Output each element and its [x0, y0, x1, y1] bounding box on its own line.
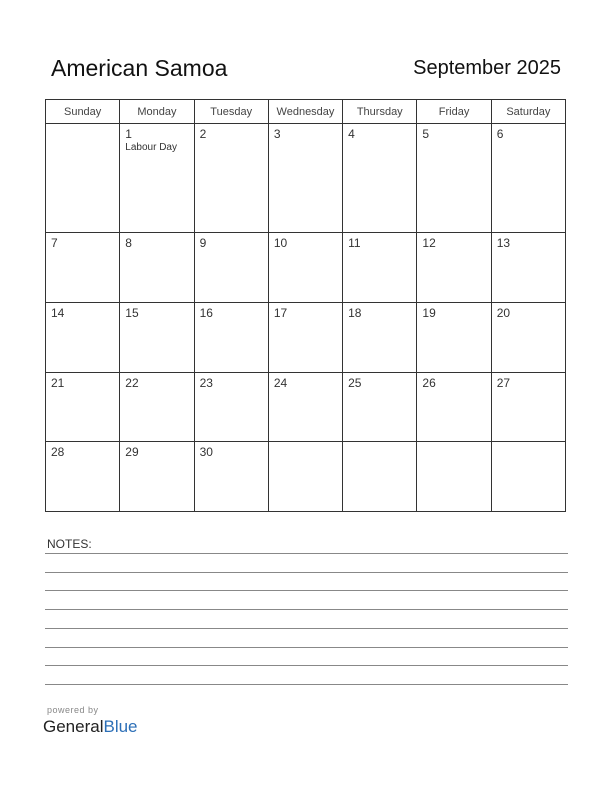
day-cell	[343, 442, 417, 512]
day-cell	[194, 303, 268, 373]
day-number: 26	[422, 375, 436, 390]
weekday-monday: Monday	[120, 100, 194, 124]
day-cell	[46, 372, 120, 442]
note-line	[45, 628, 568, 629]
day-number: 27	[496, 375, 511, 390]
day-cell	[343, 124, 417, 233]
day-number: 6	[496, 127, 504, 141]
day-number: 23	[199, 375, 213, 390]
week-row	[46, 233, 566, 303]
country-title: American Samoa	[51, 55, 228, 81]
day-cell	[120, 303, 194, 373]
day-number: 4	[348, 127, 355, 141]
day-number: 25	[348, 375, 362, 390]
day-cell	[491, 124, 565, 233]
note-line	[45, 590, 568, 591]
note-line	[45, 647, 568, 648]
brand-general-text: General	[43, 717, 104, 736]
day-cell	[417, 303, 491, 373]
day-cell	[268, 124, 342, 233]
week-row	[46, 303, 566, 373]
day-cell	[120, 124, 194, 233]
calendar-grid	[45, 99, 566, 512]
day-number: 9	[199, 236, 207, 251]
week-row	[46, 442, 566, 512]
note-line	[45, 609, 568, 610]
note-line	[45, 553, 568, 554]
weekday-sunday: Sunday	[46, 100, 120, 124]
day-number: 12	[422, 236, 436, 251]
day-number: 13	[496, 236, 511, 251]
day-number: 20	[496, 306, 511, 321]
day-number: 18	[348, 306, 362, 321]
day-cell	[491, 372, 565, 442]
day-cell	[491, 442, 565, 512]
weekday-saturday: Saturday	[491, 100, 565, 124]
day-number: 3	[273, 127, 281, 141]
note-line	[45, 684, 568, 685]
day-number: 17	[273, 306, 288, 321]
day-number: 16	[199, 306, 213, 321]
day-number: 22	[125, 375, 139, 390]
day-number: 8	[125, 236, 132, 251]
day-cell	[491, 233, 565, 303]
day-cell	[417, 124, 491, 233]
day-number: 19	[422, 306, 436, 321]
week-row	[46, 372, 566, 442]
notes-label: NOTES:	[47, 537, 92, 551]
generalblue-logo[interactable]	[43, 717, 138, 737]
day-cell	[194, 124, 268, 233]
day-number: 1	[125, 127, 132, 141]
day-number: 10	[273, 236, 288, 251]
day-cell	[120, 372, 194, 442]
day-cell	[268, 372, 342, 442]
day-cell	[417, 442, 491, 512]
day-cell	[343, 233, 417, 303]
day-cell	[46, 124, 120, 233]
day-cell	[46, 233, 120, 303]
day-cell	[343, 372, 417, 442]
day-cell	[343, 303, 417, 373]
day-number: 29	[125, 445, 139, 460]
day-number: 21	[51, 375, 65, 390]
day-cell	[194, 233, 268, 303]
day-cell	[120, 442, 194, 512]
day-cell	[268, 233, 342, 303]
day-number: 28	[51, 445, 65, 460]
month-year-title: September 2025	[413, 57, 561, 79]
weekday-tuesday: Tuesday	[194, 100, 268, 124]
day-cell	[417, 372, 491, 442]
day-cell	[417, 233, 491, 303]
day-number: 14	[51, 306, 65, 321]
week-row	[46, 124, 566, 233]
day-number: 15	[125, 306, 139, 321]
weekday-header-row	[46, 100, 566, 124]
day-number: 11	[348, 236, 361, 251]
day-number: 24	[273, 375, 288, 390]
day-cell	[194, 442, 268, 512]
day-number: 2	[199, 127, 207, 141]
day-cell	[491, 303, 565, 373]
day-number: 5	[422, 127, 430, 141]
day-cell	[268, 442, 342, 512]
day-cell	[194, 372, 268, 442]
day-cell	[46, 303, 120, 373]
day-cell	[268, 303, 342, 373]
holiday-label: Labour Day	[125, 142, 177, 153]
powered-by-text: powered by	[47, 705, 99, 715]
weekday-wednesday: Wednesday	[268, 100, 342, 124]
weekday-friday: Friday	[417, 100, 491, 124]
note-line	[45, 572, 568, 573]
day-number: 7	[51, 236, 58, 251]
day-cell	[46, 442, 120, 512]
note-line	[45, 665, 568, 666]
weekday-thursday: Thursday	[343, 100, 417, 124]
day-number: 30	[199, 445, 213, 460]
day-cell	[120, 233, 194, 303]
brand-blue-text: Blue	[103, 717, 138, 736]
